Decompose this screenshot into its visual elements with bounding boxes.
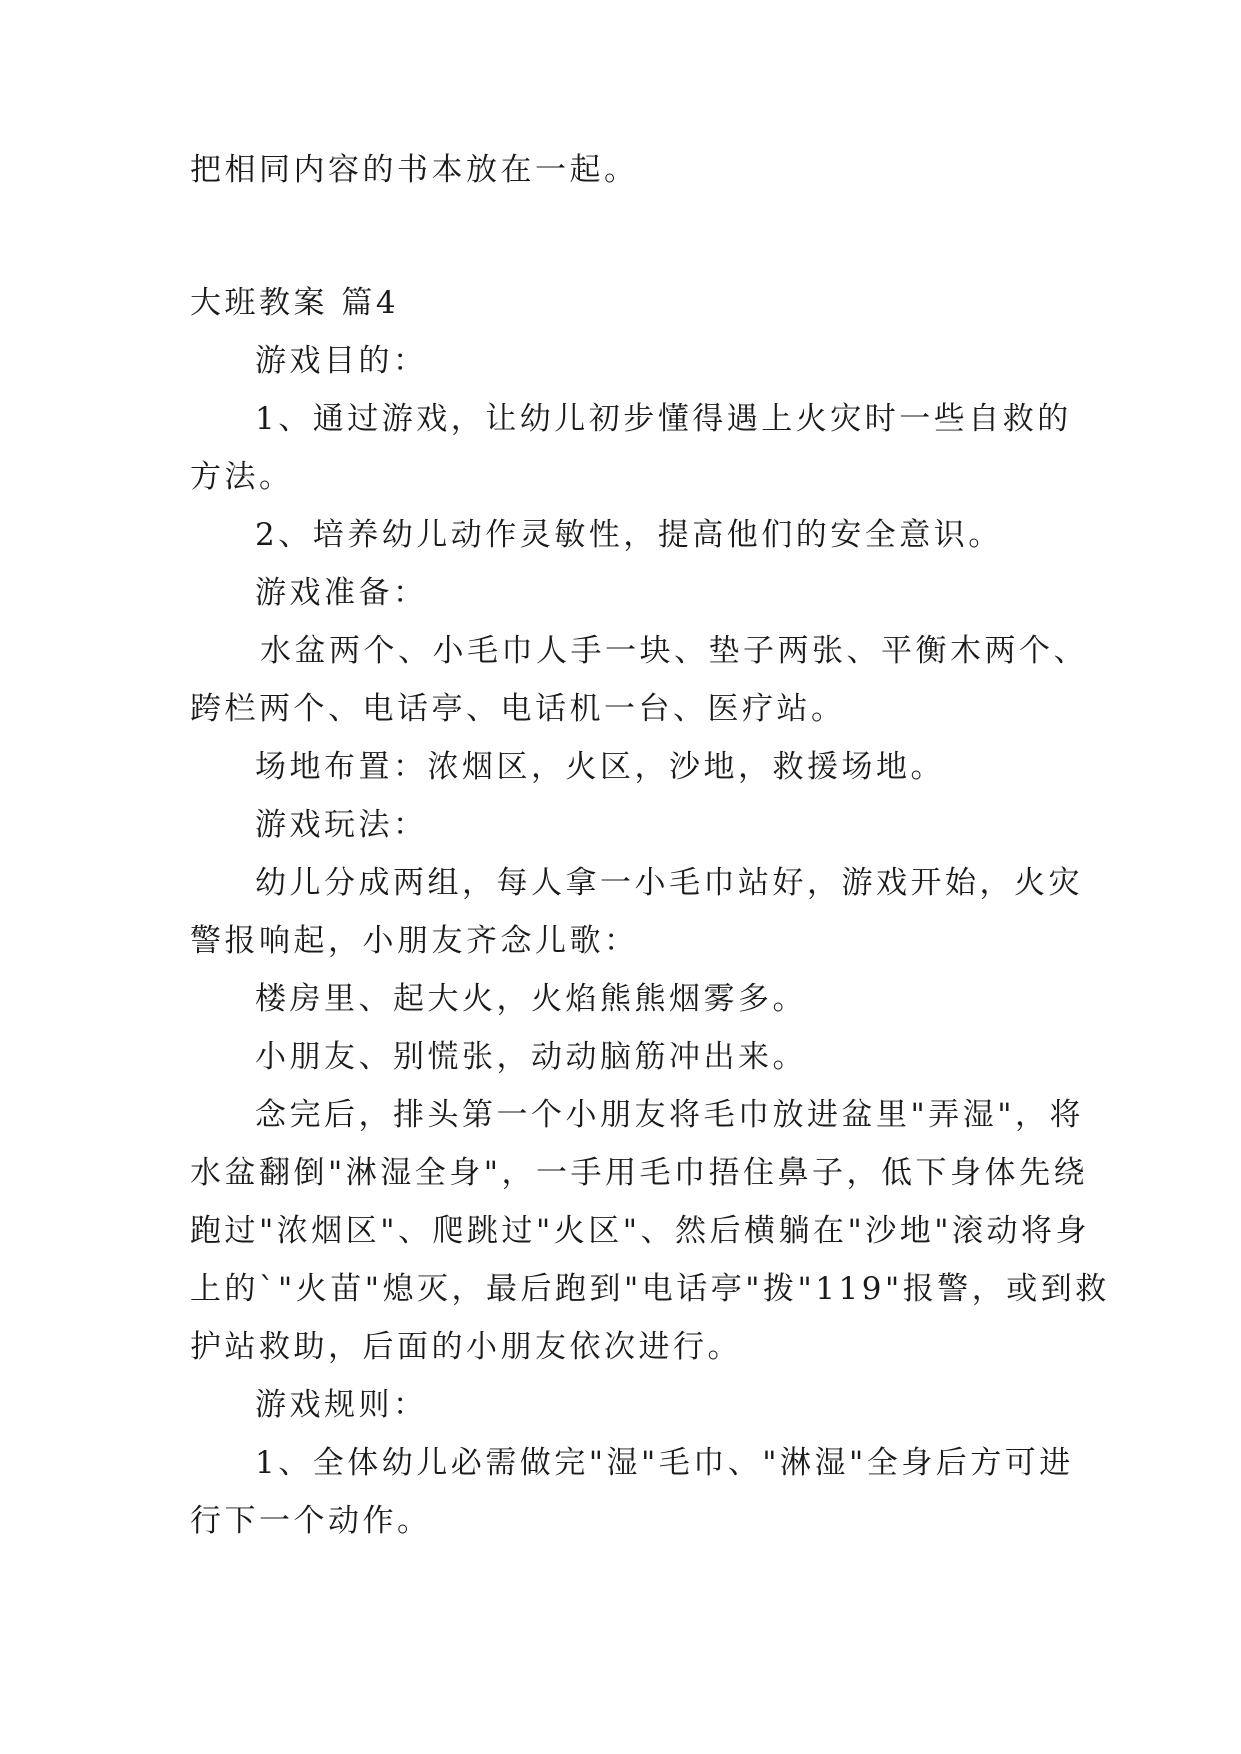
paragraph-line: 水盆翻倒"淋湿全身"，一手用毛巾捂住鼻子，低下身体先绕 <box>190 1155 1089 1191</box>
section-heading: 大班教案 篇4 <box>190 285 400 321</box>
paragraph-line: 幼儿分成两组，每人拿一小毛巾站好，游戏开始，火灾 <box>255 865 1083 901</box>
subheading-game-play: 游戏玩法： <box>255 807 428 843</box>
paragraph-line: 2、培养幼儿动作灵敏性，提高他们的安全意识。 <box>255 517 1003 553</box>
rhyme-line: 小朋友、别慌张，动动脑筋冲出来。 <box>255 1039 807 1075</box>
paragraph-line: 上的`"火苗"熄灭，最后跑到"电话亭"拨"119"报警，或到救 <box>190 1271 1110 1307</box>
paragraph-line: 水盆两个、小毛巾人手一块、垫子两张、平衡木两个、 <box>260 633 1088 669</box>
paragraph-line: 把相同内容的书本放在一起。 <box>190 152 639 188</box>
rhyme-line: 楼房里、起大火，火焰熊熊烟雾多。 <box>255 981 807 1017</box>
paragraph-line: 跨栏两个、电话亭、电话机一台、医疗站。 <box>190 691 846 727</box>
subheading-game-goal: 游戏目的： <box>255 343 428 379</box>
paragraph-line: 行下一个动作。 <box>190 1503 432 1539</box>
paragraph-line: 跑过"浓烟区"、爬跳过"火区"、然后横躺在"沙地"滚动将身 <box>190 1213 1091 1249</box>
paragraph-line: 场地布置：浓烟区，火区，沙地，救援场地。 <box>255 749 945 785</box>
subheading-game-preparation: 游戏准备： <box>255 575 428 611</box>
paragraph-line: 方法。 <box>190 459 294 495</box>
paragraph-line: 1、通过游戏，让幼儿初步懂得遇上火灾时一些自救的 <box>255 401 1072 437</box>
paragraph-line: 1、全体幼儿必需做完"湿"毛巾、"淋湿"全身后方可进 <box>255 1445 1074 1481</box>
paragraph-line: 念完后，排头第一个小朋友将毛巾放进盆里"弄湿"，将 <box>255 1097 1085 1133</box>
subheading-game-rules: 游戏规则： <box>255 1387 428 1423</box>
paragraph-line: 警报响起，小朋友齐念儿歌： <box>190 923 639 959</box>
paragraph-line: 护站救助，后面的小朋友依次进行。 <box>190 1329 742 1365</box>
